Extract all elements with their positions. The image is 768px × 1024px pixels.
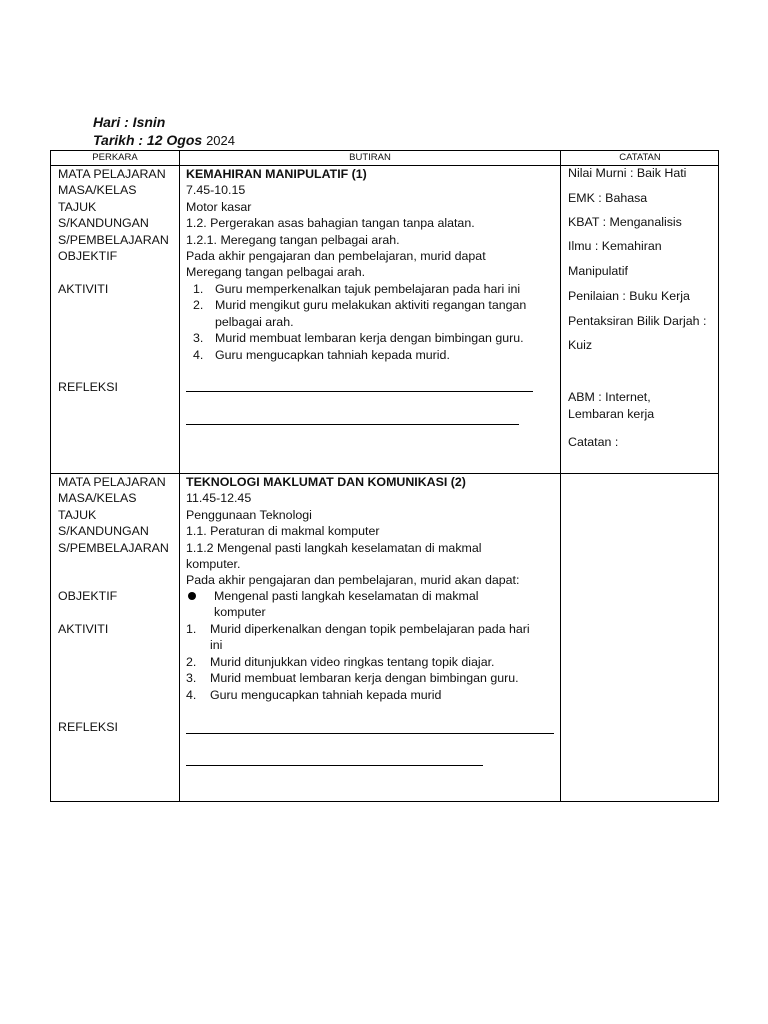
activity-number: 2. — [193, 298, 204, 313]
activity-text: Murid diperkenalkan dengan topik pembelajaran pada hari — [210, 622, 530, 636]
label-aktiviti: AKTIVITI — [58, 282, 109, 296]
note-pbd: Pentaksiran Bilik Darjah : — [568, 314, 707, 328]
day-heading: Hari : Isnin — [93, 114, 166, 130]
activity-number: 2. — [186, 654, 197, 669]
note-penilaian: Penilaian : Buku Kerja — [568, 289, 690, 303]
activity-number: 3. — [186, 671, 197, 686]
reflection-line — [186, 391, 533, 392]
learning-standard: 1.2.1. Meregang tangan pelbagai arah. — [186, 232, 400, 247]
objective-intro: Pada akhir pengajaran dan pembelajaran, murid akan dapat: — [186, 573, 520, 588]
subject-title: TEKNOLOGI MAKLUMAT DAN KOMUNIKASI (2) — [186, 475, 466, 489]
column-divider — [179, 151, 180, 801]
label-mata-pelajaran: MATA PELAJARAN — [58, 475, 166, 489]
note-emk: EMK : Bahasa — [568, 191, 648, 205]
label-s-kandungan: S/KANDUNGAN — [58, 216, 149, 231]
note-pbd-cont: Kuiz — [568, 338, 593, 352]
label-refleksi: REFLEKSI — [58, 720, 118, 734]
date-heading — [93, 132, 235, 148]
label-masa-kelas: MASA/KELAS — [58, 183, 137, 198]
activity-text: Murid membuat lembaran kerja dengan bimbingan guru. — [215, 331, 524, 346]
activity-text: Guru memperkenalkan tajuk pembelajaran pada hari ini — [215, 282, 521, 296]
date-label: Tarikh : 12 Ogos — [93, 132, 203, 148]
note-catatan: Catatan : — [568, 435, 619, 449]
note-ilmu-cont: Manipulatif — [568, 264, 628, 278]
activity-number: 1. — [186, 622, 197, 636]
reflection-line — [186, 765, 483, 766]
activity-text: pelbagai arah. — [215, 314, 294, 329]
lesson-plan-table — [50, 150, 719, 802]
content-standard: 1.2. Pergerakan asas bahagian tangan tanpa alatan. — [186, 216, 475, 231]
activity-text: Murid ditunjukkan video ringkas tentang topik diajar. — [210, 654, 495, 669]
block2-details — [186, 474, 519, 589]
activity-text: Murid mengikut guru melakukan aktiviti regangan tangan — [215, 298, 527, 313]
date-year: 2024 — [206, 133, 235, 148]
activity-text: ini — [210, 638, 223, 653]
column-header-butiran: BUTIRAN — [349, 152, 391, 163]
learning-standard-cont: komputer. — [186, 556, 241, 571]
learning-standard: 1.1.2 Mengenal pasti langkah keselamatan di makmal — [186, 540, 482, 555]
label-objektif: OBJEKTIF — [58, 248, 118, 263]
block1-labels — [58, 166, 169, 264]
time-value: 7.45-10.15 — [186, 183, 246, 198]
time-value: 11.45-12.45 — [186, 491, 252, 506]
label-tajuk: TAJUK — [58, 199, 97, 214]
objective-line: Meregang tangan pelbagai arah. — [186, 265, 366, 280]
label-masa-kelas: MASA/KELAS — [58, 491, 137, 506]
label-refleksi: REFLEKSI — [58, 380, 118, 394]
activity-number: 4. — [193, 347, 204, 362]
block2-labels — [58, 474, 169, 556]
activity-number: 3. — [193, 331, 204, 346]
column-header-catatan: CATATAN — [619, 152, 661, 163]
reflection-line — [186, 733, 554, 734]
label-aktiviti: AKTIVITI — [58, 622, 109, 636]
activity-text: Guru mengucapkan tahniah kepada murid. — [215, 347, 450, 362]
note-nilai-murni: Nilai Murni : Baik Hati — [568, 166, 687, 180]
label-tajuk: TAJUK — [58, 507, 97, 522]
objective-text: Mengenal pasti langkah keselamatan di makmal — [214, 589, 479, 603]
topic-value: Penggunaan Teknologi — [186, 507, 312, 522]
label-mata-pelajaran: MATA PELAJARAN — [58, 167, 166, 181]
label-s-pembelajaran: S/PEMBELAJARAN — [58, 232, 169, 247]
activity-number: 1. — [193, 282, 204, 296]
content-standard: 1.1. Peraturan di makmal komputer — [186, 524, 380, 539]
note-abm: ABM : Internet, — [568, 390, 651, 404]
column-header-perkara: PERKARA — [92, 152, 138, 163]
label-s-pembelajaran: S/PEMBELAJARAN — [58, 540, 169, 555]
note-kbat: KBAT : Menganalisis — [568, 215, 682, 229]
note-ilmu: Ilmu : Kemahiran — [568, 239, 662, 253]
activity-number: 4. — [186, 687, 197, 702]
note-abm-cont: Lembaran kerja — [568, 407, 655, 421]
reflection-line — [186, 424, 519, 425]
bullet-icon — [188, 592, 196, 600]
activity-text: Murid membuat lembaran kerja dengan bimbingan guru. — [210, 671, 519, 686]
activity-text: Guru mengucapkan tahniah kepada murid — [210, 687, 442, 702]
objective-text-cont: komputer — [214, 605, 266, 620]
label-s-kandungan: S/KANDUNGAN — [58, 524, 149, 539]
block1-details — [186, 166, 486, 281]
subject-title: KEMAHIRAN MANIPULATIF (1) — [186, 167, 367, 181]
objective-line: Pada akhir pengajaran dan pembelajaran, murid dapat — [186, 248, 486, 263]
topic-value: Motor kasar — [186, 199, 252, 214]
column-divider — [560, 151, 561, 801]
label-objektif: OBJEKTIF — [58, 589, 118, 603]
